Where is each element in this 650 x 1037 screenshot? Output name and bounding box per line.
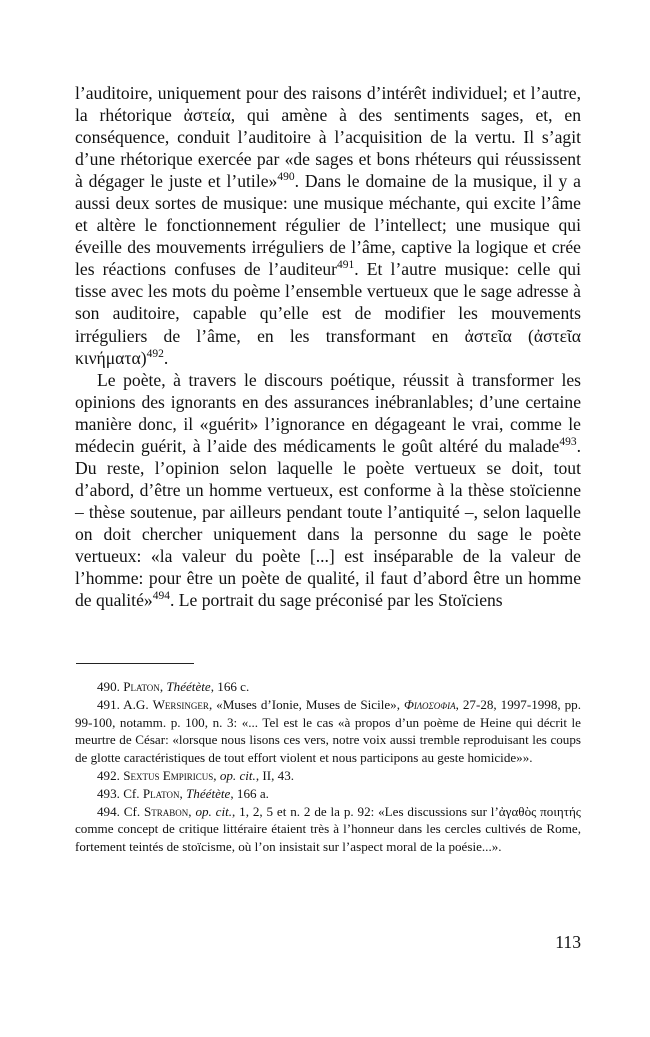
- text-run: . Du reste, l’opinion selon laquelle le poète vertueux se doit, tout d’abord, d’être un homme vertueux, est conforme à la thèse stoïcienne – thèse soutenue, par ailleurs pendant toute l’antiquité –, selon laquelle on doit chercher uniquement dans la personne du sage le poète vertueux: «la valeur du poète [...] est inséparable de la valeur de l’homme: pour être un poète de qualité, il faut d’abord être un homme de qualité»: [75, 435, 581, 611]
- footnote-491: [75, 696, 581, 767]
- text-run: . Et l’autre musique: celle qui tisse avec les mots du poème l’ensemble vertueux que le sage adresse à son auditoire, capable qu’elle est de modifier les mouvements irréguliers de l’âme, en les transformant en ἀστεῖα (ἀστεῖα κινήματα): [75, 259, 581, 368]
- footnote-op-cit: op. cit.: [195, 803, 233, 819]
- footnote-ref-493[interactable]: 493: [559, 435, 577, 448]
- footnote-492: [75, 767, 581, 785]
- footnote-author: Wersinger: [152, 696, 209, 712]
- footnotes: [75, 678, 581, 856]
- footnote-number: 491. A.G.: [97, 696, 153, 712]
- footnote-490: 490. Platon, Théétète, 166 c.: [97, 679, 250, 694]
- page-number: 113: [555, 932, 581, 952]
- footnote-text: ,: [188, 803, 196, 819]
- footnote-author: Strabon: [144, 803, 189, 819]
- footnote-journal: Φιλοσοφια: [403, 696, 456, 712]
- text-run: . Le portrait du sage préconisé par les Stoïciens: [169, 590, 503, 611]
- footnote-title: Théétète: [166, 679, 211, 694]
- footnote-title: Théétète: [186, 785, 231, 801]
- text-run: Le poète, à travers le discours poétique, réussit à transformer les opinions des ignorants en des assurances inébranlables; d’une certaine manière donc, il «guérit» l’ignorance en dégageant le vrai, comme le médecin guérit, à l’aide des médicaments le goût altéré du malade: [75, 369, 581, 456]
- footnote-author: Sextus Empiricus: [123, 767, 214, 783]
- footnote-text: , 166 c.: [210, 679, 250, 694]
- footnote-number: 490.: [97, 679, 124, 694]
- footnote-ref-494[interactable]: 494: [152, 590, 170, 603]
- footnote-ref-490[interactable]: 490: [277, 171, 295, 184]
- footnote-ref-492[interactable]: 492: [146, 347, 164, 360]
- footnote-number: 493. Cf.: [97, 785, 143, 801]
- footnote-493: [75, 785, 581, 803]
- text-run: .: [163, 347, 169, 368]
- footnote-text: , «Muses d’Ionie, Muses de Sicile»,: [208, 696, 404, 712]
- footnote-text: ,: [179, 785, 186, 801]
- footnote-ref-491[interactable]: 491: [337, 259, 355, 272]
- text-run: . Dans le domaine de la musique, il y a aussi deux sortes de musique: une musique méchante, qui excite l’âme et altère le fonctionnement régulier de l’intellect; une musique qui éveille des mouvements irréguliers de l’âme, captive la logique et crée les réactions confuses de l’auditeur: [75, 171, 581, 280]
- footnote-text: , 27-28, 1997-1998, pp. 99-100, notamm. p. 100, n. 3: «... Tel est le cas «à propos d’un poème de Heine qui décrit le meurtre de César: «lorsque nous lisons ces vers, notre voix aussi tremble reproduisant les coups de glotte caractéristiques de tout effort violent et nous participons au geste homicide»».: [75, 696, 581, 766]
- paragraph-1: [75, 82, 581, 369]
- footnote-op-cit: op. cit.: [219, 767, 256, 783]
- footnote-separator: [76, 663, 194, 664]
- footnote-author: Platon: [142, 785, 180, 801]
- footnote-number: 492.: [97, 767, 124, 783]
- footnote-494: [75, 803, 581, 856]
- main-text: [75, 82, 581, 611]
- text-run: l’auditoire, uniquement pour des raisons d’intérêt individuel; et l’autre, la rhétorique ἀστεία, qui amène à des sentiments sages, et, en conséquence, conduit l’auditoire à l’acquisition de la vertu. Il s’agit d’une rhétorique exercée par «de sages et bons rhéteurs qui réussissent à dégager le juste et l’utile»: [75, 83, 581, 192]
- paragraph-2: [75, 369, 581, 612]
- footnote-text: , II, 43.: [255, 767, 295, 783]
- footnote-text: , 1, 2, 5 et n. 2 de la p. 92: «Les discussions sur l’ἀγαθὸς ποιητής comme concept de critique littéraire étaient très à l’honneur dans les cercles cultivés de Rome, fortement teintés de stoïcisme, où l’on insistait sur l’aspect moral de la poésie...».: [75, 803, 581, 855]
- footnote-number: 494. Cf.: [97, 803, 144, 819]
- footnote-author: Platon: [123, 679, 160, 694]
- footnote-text: , 166 a.: [230, 785, 269, 801]
- footnote-text: ,: [213, 767, 220, 783]
